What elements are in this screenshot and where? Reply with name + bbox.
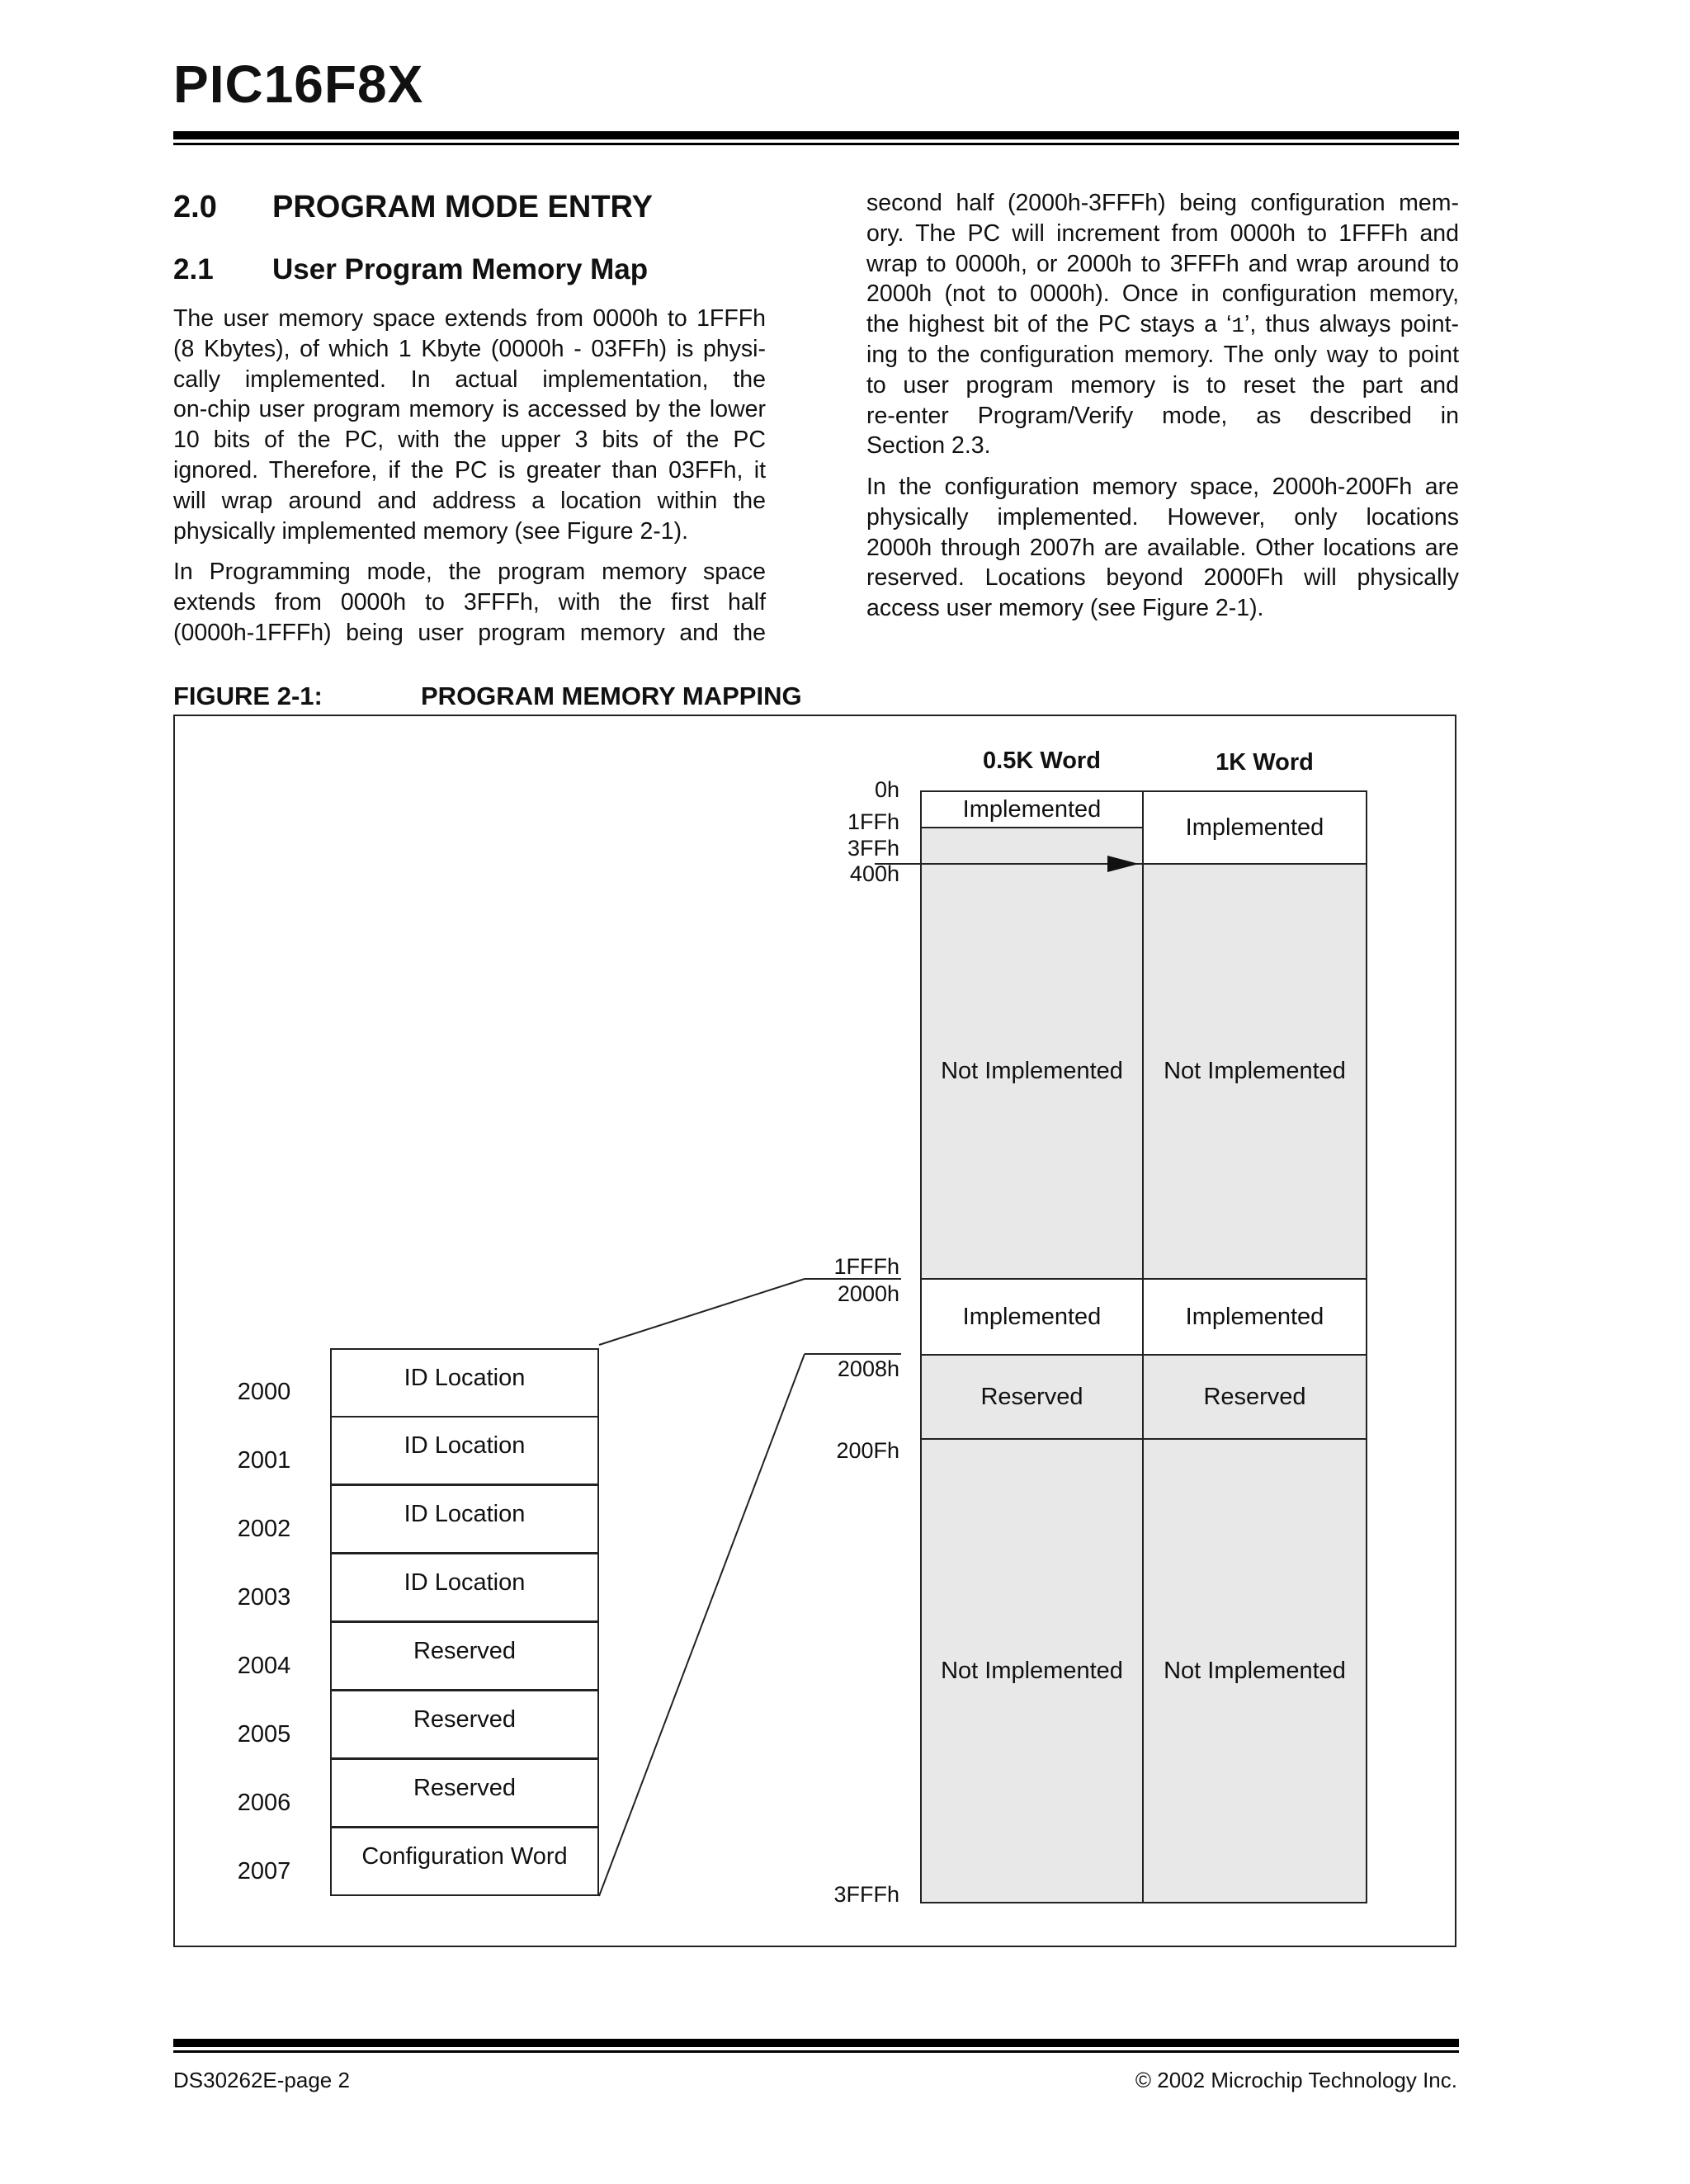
footer-page-number: DS30262E-page 2 [173,2068,350,2092]
text-line: cally implemented. In actual implementation, the [173,366,766,393]
id-row-label: ID Location [330,1416,599,1485]
text-line: physically implemented. However, only locations [866,503,1459,531]
footer-rule-thin [173,2050,1459,2053]
id-row-address: 2000 [237,1379,291,1405]
block-1k-implemented-top: Implemented [1142,790,1367,865]
address-label: 400h [849,861,899,886]
text-line: 2000h (not to 0000h). Once in configuration memory, [866,281,1459,308]
text-line: In Programming mode, the program memory space [173,559,766,585]
text-line: ignored. Therefore, if the PC is greater than 03FFh, it [173,456,766,483]
subsection-number: 2.1 [173,253,214,285]
text-line: (8 Kbytes), of which 1 Kbyte (0000h - 03FFh) is physi- [173,335,766,362]
id-row-address: 2006 [237,1790,291,1816]
id-row-label: Reserved [330,1621,599,1691]
wrap-arrow-head [1107,856,1139,872]
id-row-address: 2001 [237,1447,291,1474]
text-line: The user memory space extends from 0000h to 1FFFh [173,305,766,332]
id-row-label: Reserved [330,1690,599,1759]
block-05k-not-implemented-bottom: Not Implemented [920,1438,1144,1903]
address-label: 3FFh [847,836,899,861]
column-header-1k: 1K Word [1216,749,1314,776]
expansion-line-bottom [599,1354,805,1896]
text-line: reserved. Locations beyond 2000Fh will physically [866,564,1459,592]
text-fragment: the highest bit of the PC stays a ‘ [866,311,1232,338]
text-line: 10 bits of the PC, with the upper 3 bits of the PC [173,427,766,454]
id-row-address: 2007 [237,1858,291,1884]
block-1k-not-implemented-top: Not Implemented [1142,863,1367,1280]
text-line: ory. The PC will increment from 0000h to 1FFFh and [866,219,1459,247]
footer-rule-thick [173,2039,1459,2047]
text-line: will wrap around and address a location within the [173,487,766,514]
text-fragment: ’, thus always point- [1244,311,1459,338]
document-title: PIC16F8X [173,54,424,114]
address-label: 2008h [837,1356,899,1381]
section-number: 2.0 [173,190,217,224]
id-row-label: ID Location [330,1553,599,1622]
address-label: 1FFFh [833,1254,899,1279]
block-05k-reserved: Reserved [920,1354,1144,1440]
text-line: physically implemented memory (see Figure 2-1). [173,517,689,545]
section-title: PROGRAM MODE ENTRY [272,190,653,224]
text-line: In the configuration memory space, 2000h-200Fh are [866,474,1459,500]
figure-label: FIGURE 2-1: [173,682,323,710]
text-line: (0000h-1FFFh) being user program memory and the [173,619,766,646]
address-label: 0h [874,777,899,802]
column-header-05k: 0.5K Word [983,748,1101,774]
id-row-label: Reserved [330,1758,599,1828]
block-05k-implemented-config: Implemented [920,1278,1144,1356]
text-line: ing to the configuration memory. The only way to point [866,341,1459,368]
address-label: 1FFh [847,809,899,834]
address-label: 3FFFh [833,1882,899,1907]
figure-caption: PROGRAM MEMORY MAPPING [421,682,802,710]
text-line: on-chip user program memory is accessed by the lower [173,396,766,423]
text-line: wrap to 0000h, or 2000h to 3FFFh and wrap around to [866,250,1459,277]
text-line: re-enter Program/Verify mode, as described in [866,402,1459,429]
footer-copyright: © 2002 Microchip Technology Inc. [1135,2068,1457,2092]
text-line: Section 2.3. [866,432,991,460]
id-row-address: 2003 [237,1584,291,1611]
text-line: to user program memory is to reset the part and [866,371,1459,399]
block-1k-not-implemented-bottom: Not Implemented [1142,1438,1367,1903]
id-row-label: Configuration Word [330,1827,599,1896]
id-row-label: ID Location [330,1484,599,1554]
text-line: second half (2000h-3FFFh) being configuration mem- [866,190,1459,216]
address-label: 2000h [837,1281,899,1306]
text-line: access user memory (see Figure 2-1). [866,595,1264,622]
code-literal: 1 [1231,314,1245,339]
address-label: 200Fh [836,1438,899,1463]
block-05k-implemented-top: Implemented [920,790,1144,828]
id-row-label: ID Location [330,1348,599,1417]
expansion-line-top [599,1279,805,1345]
subsection-title: User Program Memory Map [272,253,649,285]
text-line: extends from 0000h to 3FFFh, with the first half [173,588,766,616]
block-1k-implemented-config: Implemented [1142,1278,1367,1356]
id-row-address: 2005 [237,1721,291,1748]
block-05k-not-implemented-top: Not Implemented [920,863,1144,1280]
id-row-address: 2004 [237,1653,291,1679]
block-1k-reserved: Reserved [1142,1354,1367,1440]
id-row-address: 2002 [237,1516,291,1542]
text-line: 2000h through 2007h are available. Other locations are [866,534,1459,561]
